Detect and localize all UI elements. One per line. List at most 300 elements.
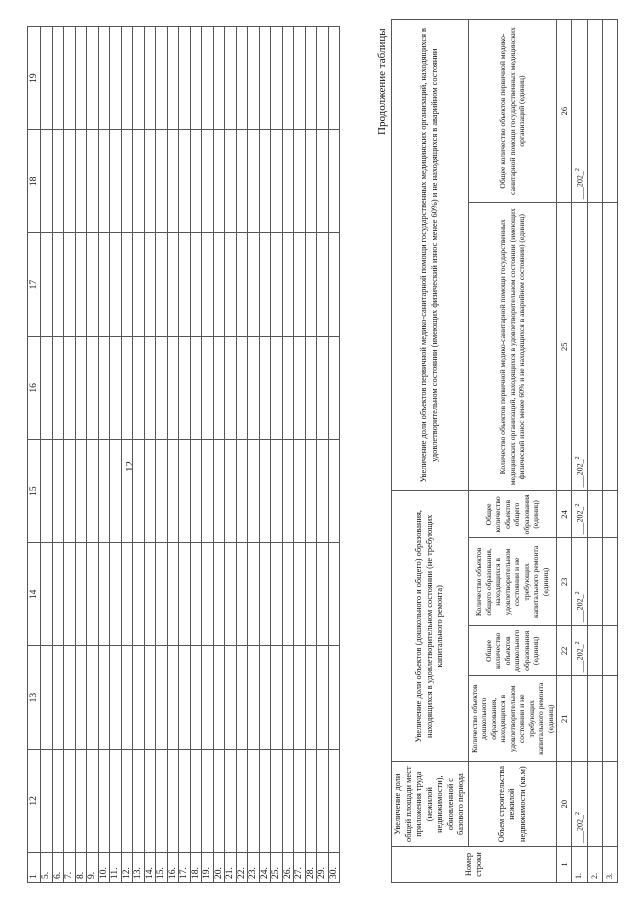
data-row (603, 20, 618, 883)
empty-cell (328, 27, 340, 130)
empty-cell (305, 440, 317, 543)
empty-cell (133, 336, 145, 439)
empty-cell (294, 749, 306, 852)
empty-cell (87, 646, 99, 749)
empty-cell (133, 233, 145, 336)
empty-cell (202, 646, 214, 749)
top-table (27, 26, 340, 883)
empty-cell (588, 20, 603, 203)
year-cell (572, 203, 588, 491)
row-label: 28. (305, 853, 317, 883)
row-label: 3. (603, 847, 618, 883)
empty-cell (41, 440, 53, 543)
empty-cell (225, 749, 237, 852)
year-text: ___202_ (575, 815, 585, 844)
empty-cell (75, 543, 87, 646)
empty-cell (64, 130, 76, 233)
group2-header: Увеличение доли объектов (дошкольного и общего) образования, находящихся в удовлетворительном состоянии (не требующих капитального ремонта) (392, 491, 469, 762)
row-label: 7. (64, 853, 76, 883)
empty-cell (225, 440, 237, 543)
empty-cell (179, 543, 191, 646)
empty-cell (64, 749, 76, 852)
empty-cell (144, 749, 156, 852)
empty-cell (588, 762, 603, 847)
empty-cell (282, 336, 294, 439)
top-table-row (87, 27, 99, 883)
empty-cell (236, 27, 248, 130)
footnote-mark: 2 (575, 503, 581, 507)
year-text: ___202_ (575, 594, 585, 623)
empty-cell (64, 543, 76, 646)
empty-cell (64, 27, 76, 130)
top-header-cell: 18 (28, 130, 41, 233)
empty-cell (202, 440, 214, 543)
empty-cell (98, 543, 110, 646)
empty-cell (259, 543, 271, 646)
group3-subheader: Количество объектов первичной медико-санитарной помощи государственных медицинских организаций, находящихся в удовлетворительном состоянии (имеющих физический износ менее 60% и не находящихся в аварийном состоянии) (единиц) (468, 203, 557, 491)
empty-cell (588, 676, 603, 762)
empty-cell (328, 646, 340, 749)
empty-cell (98, 749, 110, 852)
empty-cell (179, 440, 191, 543)
empty-cell (202, 233, 214, 336)
empty-cell (52, 27, 64, 130)
empty-cell (190, 27, 202, 130)
group3-subheader: Общее количество объектов первичной медико-санитарной помощи государственных медицинских организаций (единиц) (468, 20, 557, 203)
empty-cell (225, 233, 237, 336)
empty-cell (259, 646, 271, 749)
empty-cell (213, 27, 225, 130)
empty-cell (259, 336, 271, 439)
empty-cell (282, 233, 294, 336)
empty-cell (603, 203, 618, 491)
group2-subheader: Общее количество объектов дошкольного образования (единиц) (468, 626, 557, 676)
empty-cell (156, 440, 168, 543)
empty-cell (87, 336, 99, 439)
bottom-table (391, 19, 618, 883)
row-label: 12. (121, 853, 133, 883)
empty-cell (213, 130, 225, 233)
column-number: 22 (557, 626, 572, 676)
empty-cell (190, 130, 202, 233)
empty-cell (144, 440, 156, 543)
empty-cell (167, 130, 179, 233)
top-header-cell: 15 (28, 440, 41, 543)
row-label: 22. (236, 853, 248, 883)
empty-cell (259, 27, 271, 130)
empty-cell (282, 27, 294, 130)
row-label: 24. (259, 853, 271, 883)
empty-cell (305, 233, 317, 336)
empty-cell (248, 27, 260, 130)
empty-cell (603, 538, 618, 626)
continuation-title: Продолжение таблицы (376, 28, 388, 135)
group2-subheader: Количество объектов общего образования, находящихся в удовлетворительном состоянии и не требующих капитального ремонта (единиц) (468, 538, 557, 626)
empty-cell (75, 336, 87, 439)
empty-cell (190, 233, 202, 336)
group2-subheader: Общее количество объектов общего образования (единиц) (468, 491, 557, 538)
empty-cell (75, 749, 87, 852)
row-label: 27. (294, 853, 306, 883)
row-label: 9. (87, 853, 99, 883)
empty-cell (179, 336, 191, 439)
empty-cell (64, 336, 76, 439)
empty-cell (156, 543, 168, 646)
empty-cell (133, 130, 145, 233)
year-text: ___202_ (575, 171, 585, 200)
empty-cell (167, 440, 179, 543)
empty-cell (236, 749, 248, 852)
footnote-mark: 2 (575, 641, 581, 645)
empty-cell (156, 130, 168, 233)
empty-cell (588, 538, 603, 626)
empty-cell (213, 233, 225, 336)
column-number: 26 (557, 20, 572, 203)
empty-cell (305, 543, 317, 646)
top-table-row (190, 27, 202, 883)
empty-cell (588, 203, 603, 491)
empty-cell (64, 646, 76, 749)
empty-cell (213, 336, 225, 439)
top-table-row (52, 27, 64, 883)
empty-cell (259, 233, 271, 336)
empty-cell (156, 336, 168, 439)
top-table-row (41, 27, 53, 883)
empty-cell (87, 130, 99, 233)
empty-cell (144, 336, 156, 439)
empty-cell (98, 336, 110, 439)
empty-cell (225, 336, 237, 439)
row-label: 5. (41, 853, 53, 883)
column-number: 21 (557, 676, 572, 762)
empty-cell (213, 440, 225, 543)
column-number: 25 (557, 203, 572, 491)
empty-cell (98, 646, 110, 749)
top-table-header-row (28, 27, 41, 883)
empty-cell (41, 543, 53, 646)
row-label: 15. (156, 853, 168, 883)
empty-cell (41, 27, 53, 130)
top-table-body (41, 27, 340, 883)
top-table-row (259, 27, 271, 883)
year-text: ___202_ (575, 506, 585, 535)
empty-cell (328, 336, 340, 439)
empty-cell (87, 749, 99, 852)
data-row (588, 20, 603, 883)
group1-subheader: Объем строительства нежилой недвижимости (кв.м) (468, 762, 557, 847)
empty-cell (305, 27, 317, 130)
empty-cell (41, 749, 53, 852)
empty-cell (328, 233, 340, 336)
empty-cell (98, 440, 110, 543)
empty-cell (282, 440, 294, 543)
year-text: ___202_ (575, 644, 585, 673)
footnote-mark: 2 (575, 168, 581, 172)
empty-cell (603, 491, 618, 538)
row-label: 13. (133, 853, 145, 883)
empty-cell (133, 27, 145, 130)
empty-cell (271, 749, 283, 852)
empty-cell (282, 130, 294, 233)
data-row (572, 20, 588, 883)
empty-cell (213, 543, 225, 646)
empty-cell (110, 440, 122, 543)
empty-cell (271, 440, 283, 543)
empty-cell (75, 27, 87, 130)
empty-cell (110, 27, 122, 130)
empty-cell (179, 130, 191, 233)
row-label: 20. (213, 853, 225, 883)
top-header-cell: 12 (28, 749, 41, 852)
empty-cell (317, 336, 329, 439)
top-table-row (64, 27, 76, 883)
empty-cell (52, 233, 64, 336)
empty-cell (603, 762, 618, 847)
group3-header: Увеличение доли объектов первичной медико-санитарной помощи государственных медицинских организаций, находящихся в удовлетворительном состоянии (имеющих физический износ менее 60%) и не находящихся в аварийном состоянии (392, 20, 469, 491)
footnote-mark: 2 (575, 591, 581, 595)
empty-cell (305, 336, 317, 439)
top-table-row (271, 27, 283, 883)
empty-cell (190, 543, 202, 646)
empty-cell (328, 440, 340, 543)
column-numbers-row (557, 20, 572, 883)
empty-cell (294, 646, 306, 749)
empty-cell (179, 749, 191, 852)
empty-cell (121, 130, 133, 233)
empty-cell (133, 440, 145, 543)
empty-cell (202, 130, 214, 233)
empty-cell (52, 749, 64, 852)
row-number-header: Номер строки (392, 847, 557, 883)
top-table-row (110, 27, 122, 883)
top-table-row (328, 27, 340, 883)
empty-cell (190, 749, 202, 852)
empty-cell (282, 646, 294, 749)
empty-cell (202, 336, 214, 439)
empty-cell (588, 491, 603, 538)
empty-cell (328, 543, 340, 646)
empty-cell (294, 543, 306, 646)
row-label: 17. (179, 853, 191, 883)
top-header-cell: 14 (28, 543, 41, 646)
top-table-row (248, 27, 260, 883)
empty-cell (64, 233, 76, 336)
year-cell (572, 762, 588, 847)
empty-cell (121, 233, 133, 336)
empty-cell (603, 626, 618, 676)
row-label: 10. (98, 853, 110, 883)
row-label: 25. (271, 853, 283, 883)
empty-cell (144, 233, 156, 336)
empty-cell (271, 646, 283, 749)
empty-cell (98, 27, 110, 130)
empty-cell (236, 440, 248, 543)
row-label: 14. (144, 853, 156, 883)
row-label: 16. (167, 853, 179, 883)
empty-cell (294, 440, 306, 543)
empty-cell (167, 336, 179, 439)
empty-cell (248, 543, 260, 646)
empty-cell (190, 646, 202, 749)
top-table-row (179, 27, 191, 883)
year-text: ___202_ (575, 459, 585, 488)
row-label: 23. (248, 853, 260, 883)
empty-cell (156, 749, 168, 852)
empty-cell (305, 130, 317, 233)
group2-subheader: Количество объектов дошкольного образования, находящихся в удовлетворительном состоянии и не требующих капитального ремонта (единиц) (468, 676, 557, 762)
top-header-cell: 17 (28, 233, 41, 336)
empty-cell (41, 336, 53, 439)
empty-cell (190, 440, 202, 543)
empty-cell (167, 749, 179, 852)
empty-cell (179, 646, 191, 749)
empty-cell (202, 27, 214, 130)
empty-cell (110, 646, 122, 749)
empty-cell (41, 646, 53, 749)
empty-cell (317, 749, 329, 852)
column-number: 1 (557, 847, 572, 883)
top-table-row (225, 27, 237, 883)
empty-cell (167, 543, 179, 646)
year-cell (572, 538, 588, 626)
empty-cell (144, 646, 156, 749)
empty-cell (190, 336, 202, 439)
row-label: 11. (110, 853, 122, 883)
empty-cell (110, 233, 122, 336)
empty-cell (156, 646, 168, 749)
empty-cell (248, 336, 260, 439)
empty-cell (317, 543, 329, 646)
empty-cell (248, 749, 260, 852)
top-table-row (317, 27, 329, 883)
empty-cell (75, 646, 87, 749)
top-table-row (167, 27, 179, 883)
row-label: 6. (52, 853, 64, 883)
empty-cell (248, 440, 260, 543)
empty-cell (41, 233, 53, 336)
empty-cell (248, 646, 260, 749)
empty-cell (87, 27, 99, 130)
empty-cell (167, 233, 179, 336)
row-label: 26. (282, 853, 294, 883)
empty-cell (248, 130, 260, 233)
bottom-header-row-2 (468, 20, 557, 883)
empty-cell (87, 440, 99, 543)
top-header-cell: 19 (28, 27, 41, 130)
empty-cell (225, 543, 237, 646)
empty-cell (317, 440, 329, 543)
empty-cell (110, 336, 122, 439)
empty-cell (133, 543, 145, 646)
empty-cell (52, 543, 64, 646)
top-header-cell: 16 (28, 336, 41, 439)
top-table-row (121, 27, 133, 883)
empty-cell (87, 233, 99, 336)
row-label: 29. (317, 853, 329, 883)
empty-cell (156, 27, 168, 130)
empty-cell (133, 646, 145, 749)
row-label: 19. (202, 853, 214, 883)
empty-cell (52, 646, 64, 749)
empty-cell (572, 676, 588, 762)
empty-cell (133, 749, 145, 852)
empty-cell (64, 440, 76, 543)
empty-cell (236, 233, 248, 336)
empty-cell (271, 130, 283, 233)
empty-cell (305, 646, 317, 749)
empty-cell (282, 543, 294, 646)
empty-cell (121, 27, 133, 130)
row-label: 8. (75, 853, 87, 883)
empty-cell (248, 233, 260, 336)
empty-cell (213, 646, 225, 749)
top-table-row (144, 27, 156, 883)
empty-cell (294, 27, 306, 130)
top-table-row (75, 27, 87, 883)
empty-cell (317, 27, 329, 130)
footnote-mark: 2 (575, 456, 581, 460)
empty-cell (121, 543, 133, 646)
empty-cell (167, 646, 179, 749)
empty-cell (121, 336, 133, 439)
bottom-header-row-1 (392, 20, 469, 883)
empty-cell (98, 233, 110, 336)
empty-cell (144, 543, 156, 646)
empty-cell (236, 646, 248, 749)
group1-header: Увеличение доли общей площади мест приложения труда (нежилой недвижимости), обновленной с базового периода (392, 762, 469, 847)
empty-cell (75, 233, 87, 336)
empty-cell (317, 233, 329, 336)
page-number: 12 (124, 461, 136, 472)
empty-cell (75, 130, 87, 233)
empty-cell (121, 440, 133, 543)
empty-cell (236, 336, 248, 439)
empty-cell (202, 543, 214, 646)
row-label: 21. (225, 853, 237, 883)
empty-cell (225, 130, 237, 233)
year-cell (572, 626, 588, 676)
empty-cell (259, 440, 271, 543)
empty-cell (110, 749, 122, 852)
row-label: 30. (328, 853, 340, 883)
top-table-row (294, 27, 306, 883)
row-label: 1. (572, 847, 588, 883)
empty-cell (179, 233, 191, 336)
empty-cell (41, 130, 53, 233)
empty-cell (271, 336, 283, 439)
empty-cell (328, 749, 340, 852)
empty-cell (603, 20, 618, 203)
empty-cell (282, 749, 294, 852)
top-table-row (236, 27, 248, 883)
empty-cell (110, 130, 122, 233)
empty-cell (121, 749, 133, 852)
empty-cell (179, 27, 191, 130)
empty-cell (213, 749, 225, 852)
empty-cell (588, 626, 603, 676)
top-table-row (213, 27, 225, 883)
empty-cell (603, 676, 618, 762)
empty-cell (236, 543, 248, 646)
empty-cell (121, 646, 133, 749)
empty-cell (271, 27, 283, 130)
empty-cell (317, 130, 329, 233)
empty-cell (52, 336, 64, 439)
empty-cell (259, 749, 271, 852)
empty-cell (294, 130, 306, 233)
empty-cell (110, 543, 122, 646)
footnote-mark: 2 (575, 812, 581, 816)
